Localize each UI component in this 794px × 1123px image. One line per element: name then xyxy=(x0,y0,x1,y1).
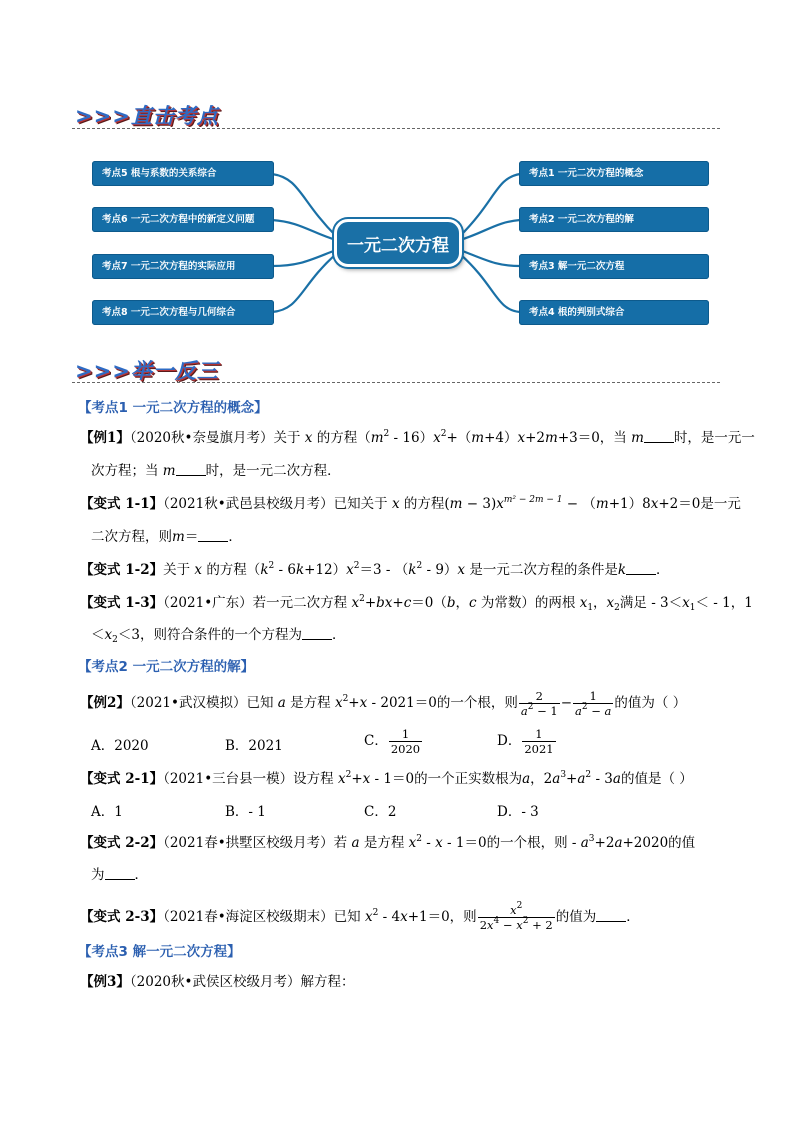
connector-left-2 xyxy=(272,220,336,240)
variant-2-1: 【变式 2-1】（2021•三台县一模）设方程 $x^2+x - 1=0$的一个正实数根为a，$2a^3+a^2 - 3a$的值是（ ） xyxy=(80,770,693,787)
kaodian2-heading: 【考点2 一元二次方程的解】 xyxy=(78,659,255,675)
option-b: B．2021 xyxy=(225,738,283,754)
section-divider xyxy=(72,382,720,383)
mindmap-node-kd4: 考点4 根的判别式综合 xyxy=(519,300,709,325)
variant-1-3-line-1: 【变式 1-3】（2021•广东）若一元二次方程 $x^2+bx+c=0(b$，c 为常数）的两根 $x_1$，$x_2$满足 - $3<x_1< - 1$，1 xyxy=(80,594,753,613)
option-d: D．- 3 xyxy=(497,804,539,820)
kaodian1-heading: 【考点1 一元二次方程的概念】 xyxy=(78,400,268,416)
mindmap-node-kd2: 考点2 一元二次方程的解 xyxy=(519,207,709,232)
example-1-line-2: 次方程；当 m 时，是一元二次方程． xyxy=(91,463,341,479)
option-d: D． $\frac{1}{2021}$ xyxy=(497,727,554,756)
option-a: A．2020 xyxy=(91,738,149,754)
mindmap-node-kd8: 考点8 一元二次方程与几何综合 xyxy=(92,300,274,325)
section-title-juyi: >>>举一反三 xyxy=(75,359,219,383)
connector-right-1 xyxy=(460,174,520,236)
option-c: C． $\frac{1}{2020}$ xyxy=(364,727,421,756)
variant-1-1-line-2: 二次方程，则m＝ ． xyxy=(91,529,242,545)
section-title-zhiji: >>>直击考点 xyxy=(75,104,219,128)
mindmap-node-kd1: 考点1 一元二次方程的概念 xyxy=(519,161,709,186)
variant-2-2-line-1: 【变式 2-2】（2021春•拱墅区校级月考）若 a 是方程 $x^2 - x - 1=0$的一个根，则 - $a^3+2a+2020$的值 xyxy=(80,834,696,851)
option-c: C．2 xyxy=(364,804,397,820)
example-3: 【例3】（2020秋•武侯区校级月考）解方程： xyxy=(80,974,355,990)
mindmap-node-kd6: 考点6 一元二次方程中的新定义问题 xyxy=(92,207,274,232)
example-2: 【例2】（2021•武汉模拟）已知 a 是方程 $x^2+x - 2021=0$的一个根，则 $\frac{2}{a^2 - 1}$ − $\frac{1}{a^2 - a}$ 的值为（ ） xyxy=(80,689,687,718)
connector-right-4 xyxy=(460,254,520,312)
variant-2-2-line-2: 为 ． xyxy=(91,867,148,883)
connector-right-2 xyxy=(460,220,520,240)
mindmap-node-kd7: 考点7 一元二次方程的实际应用 xyxy=(92,254,274,279)
variant-1-3-line-2: $<x_2<3$，则符合条件的一个方程为 ． xyxy=(91,627,346,645)
kaodian3-heading: 【考点3 解一元二次方程】 xyxy=(78,944,241,960)
mindmap-node-kd3: 考点3 解一元二次方程 xyxy=(519,254,709,279)
variant-1-1-line-1: 【变式 1-1】（2021秋•武邑县校级月考）已知关于 x 的方程$(m - 3)x^{m^2 - 2m - 1} - (m+1)8x+2=0$是一元 xyxy=(80,495,741,512)
variant-2-3: 【变式 2-3】（2021春•海淀区校级期末）已知 $x^2 - 4x+1=0$，则 $\frac{x^2}{2x^4 - x^2 + 2}$ 的值为 ． xyxy=(80,901,640,932)
variant-1-2: 【变式 1-2】关于 x 的方程$(k^2 - 6k+12)x^2=3 - (k^2 - 9)x$ 是一元二次方程的条件是k ． xyxy=(80,561,670,578)
example-1-line-1: 【例1】（2020秋•奈曼旗月考）关于 x 的方程$(m^2 - 16)x^2+(m+4)x+2m+3=0$，当 m 时，是一元一 xyxy=(80,429,755,446)
mindmap-node-kd5: 考点5 根与系数的关系综合 xyxy=(92,161,274,186)
option-b: B．- 1 xyxy=(225,804,266,820)
option-a: A．1 xyxy=(91,804,123,820)
mindmap-center: 一元二次方程 xyxy=(334,219,462,267)
